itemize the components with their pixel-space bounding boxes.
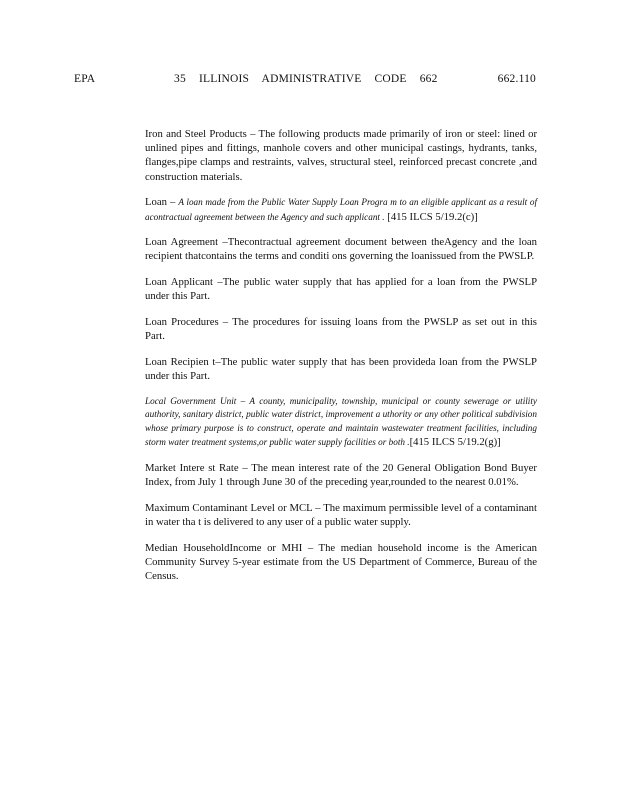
definition-text: A loan made from the Public Water Supply Loan Progra m to an eligible applicant as a result of acontractual agreement between the Agency and such applicant . [145, 197, 537, 222]
definition-market-interest-rate [145, 461, 537, 489]
definition-separator: – [312, 501, 324, 514]
definition-separator: – [166, 196, 179, 209]
definition-citation: [415 ILCS 5/19.2(c)] [384, 210, 478, 223]
definition-separator: – [246, 128, 259, 140]
definition-term: Loan Applicant [145, 276, 213, 289]
definition-citation: [415 ILCS 5/19.2(g)] [409, 435, 501, 448]
definition-separator: – [238, 461, 252, 474]
definition-term: Market Intere st Rate [145, 461, 239, 474]
definition-median-household-income [145, 541, 537, 584]
definition-separator: – [218, 236, 228, 249]
definition-text: The mean interest rate of the 20 General Obligation Bond Buyer Index, from July 1 through June 30 of the preceding year,rounded to the nearest 0.01%. [145, 461, 537, 488]
definition-separator: – [212, 276, 223, 289]
header-agency: EPA [74, 73, 96, 85]
definition-text: The procedures for issuing loans from the PWSLP as set out in this Part. [145, 316, 537, 343]
definition-separator: – [218, 316, 233, 329]
definition-term: Maximum Contaminant Level or MCL [145, 501, 313, 514]
definition-text: Thecontractual agreement document between theAgency and the loan recipient thatcontains the terms and conditi ons governing the loanissued from the PWSLP. [145, 236, 538, 263]
definition-separator: – [236, 395, 250, 406]
definition-local-government-unit [145, 395, 537, 449]
definition-text: The following products made primarily of iron or steel: lined or unlined pipes and fittings, manhole covers and other municipal castings, hydrants, tanks, flanges,pipe clamps and restraints, valves, structural steel, reinforced precast concrete ,and construction materials. [145, 128, 538, 183]
header-section-number: 662.110 [497, 73, 536, 85]
definition-text: The maximum permissible level of a contaminant in water tha t is delivered to any user of a public water supply. [145, 501, 537, 528]
definition-term: Median HouseholdIncome or MHI [145, 541, 303, 554]
definition-loan [145, 195, 537, 223]
definition-term: Loan Agreement [145, 236, 219, 249]
definition-loan-recipient [145, 355, 537, 383]
definitions-list [145, 127, 537, 595]
definition-separator: – [215, 355, 221, 368]
definition-separator: – [302, 541, 319, 554]
header-code-title: 35 ILLINOIS ADMINISTRATIVE CODE 662 [174, 73, 438, 85]
definition-text: The public water supply that has applied for a loan from the PWSLP under this Part. [145, 276, 538, 303]
definition-maximum-contaminant-level [145, 501, 537, 529]
definition-term: Loan Procedures [145, 316, 219, 329]
definition-term: Loan Recipien t [145, 355, 216, 368]
definition-term: Local Government Unit [145, 395, 237, 406]
definition-loan-procedures [145, 315, 537, 343]
definition-text: The median household income is the American Community Survey 5-year estimate from the US Department of Commerce, Bureau of the Census. [145, 541, 537, 582]
definition-text: A county, municipality, township, municipal or county sewerage or utility authority, sanitary district, public water district, improvement a uthority or any other political subdivision whose primary purpose is to construct, operate and maintain wastewater treatment facilities, including storm water treatment systems,or public water supply facilities or both . [145, 395, 537, 447]
definition-loan-agreement [145, 235, 537, 263]
definition-loan-applicant [145, 275, 537, 303]
definition-iron-and-steel-products [145, 127, 537, 184]
definition-term: Loan [145, 196, 167, 209]
definition-text: The public water supply that has been provideda loan from the PWSLP under this Part. [145, 355, 537, 383]
definition-term: Iron and Steel Products [145, 128, 247, 140]
